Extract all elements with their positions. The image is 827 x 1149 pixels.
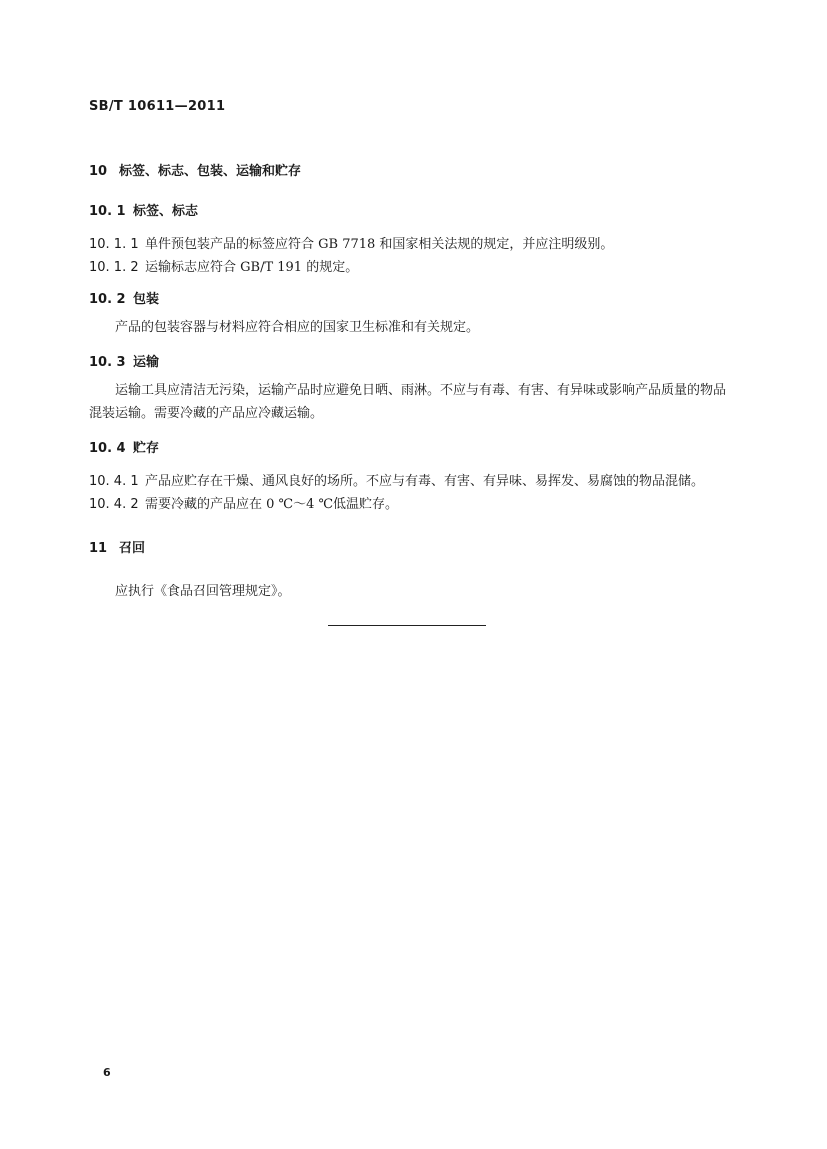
section-title: 召回 (119, 541, 146, 556)
standard-code: SB/T 10611—2011 (89, 99, 226, 114)
clause-10-4-2 (89, 493, 398, 512)
section-10-3-heading (89, 351, 159, 370)
clause-number: 10. 4. 1 (89, 474, 139, 489)
section-number: 10 (89, 164, 108, 179)
section-title: 包装 (133, 292, 160, 307)
section-10-2-heading (89, 288, 159, 307)
clause-number: 10. 4. 2 (89, 497, 139, 512)
clause-number: 10. 1. 1 (89, 237, 139, 252)
section-10-heading (89, 160, 301, 179)
section-number: 10. 3 (89, 355, 126, 370)
clause-10-4-1 (89, 470, 704, 489)
clause-text: 产品应贮存在干燥、通风良好的场所。不应与有毒、有害、有异味、易挥发、易腐蚀的物品混储。 (145, 474, 705, 489)
clause-text: 运输标志应符合 GB/T 191 的规定。 (145, 260, 359, 275)
section-title: 标签、标志、包装、运输和贮存 (119, 164, 302, 179)
section-11-heading (89, 537, 145, 556)
section-number: 10. 4 (89, 441, 126, 456)
section-10-4-heading (89, 437, 159, 456)
section-10-2-body: 产品的包装容器与材料应符合相应的国家卫生标准和有关规定。 (115, 320, 480, 335)
clause-number: 10. 1. 2 (89, 260, 139, 275)
section-10-1-heading (89, 200, 198, 219)
section-10-3-body: 运输工具应清洁无污染，运输产品时应避免日晒、雨淋。不应与有毒、有害、有异味或影响产品质量的物品混装运输。需要冷藏的产品应冷藏运输。 (89, 383, 727, 421)
clause-10-1-2 (89, 256, 358, 275)
clause-text: 单件预包装产品的标签应符合 GB 7718 和国家相关法规的规定，并应注明级别。 (145, 237, 614, 252)
section-title: 运输 (133, 355, 160, 370)
end-rule (328, 625, 486, 626)
page-number: 6 (103, 1066, 111, 1079)
section-title: 贮存 (133, 441, 160, 456)
section-number: 11 (89, 541, 108, 556)
clause-text: 需要冷藏的产品应在 0 ℃～4 ℃低温贮存。 (145, 497, 399, 512)
section-number: 10. 1 (89, 204, 126, 219)
clause-10-1-1 (89, 233, 613, 252)
section-title: 标签、标志 (133, 204, 199, 219)
section-number: 10. 2 (89, 292, 126, 307)
section-11-body: 应执行《食品召回管理规定》。 (115, 584, 291, 599)
